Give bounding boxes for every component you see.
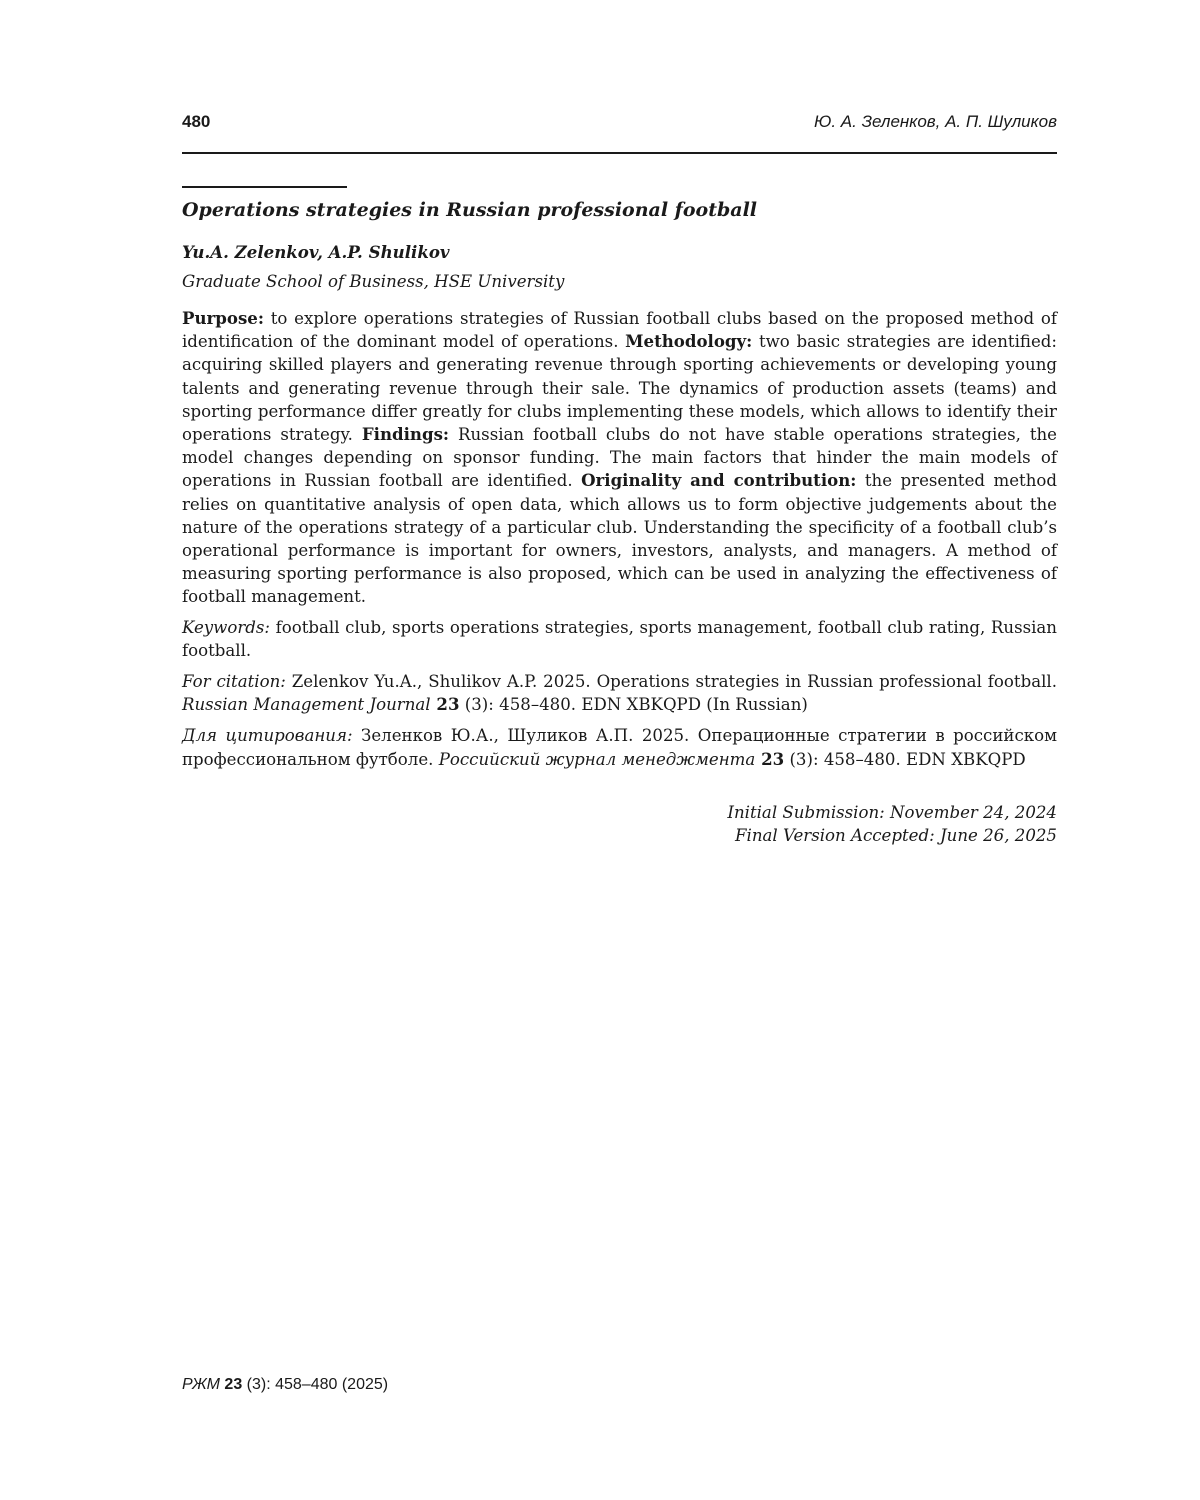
citation-ru-text: Зеленков Ю.А., Шуликов А.П. 2025. Операционные стратегии в российском профессиональном футболе.	[182, 726, 1058, 769]
keywords	[182, 616, 1057, 662]
originality-label: Originality and contribution:	[581, 470, 857, 491]
methodology-text: two basic strategies are identified: acquiring skilled players and generating revenue through sporting achievements or developing young talents and generating revenue through their sale. The dynamics of production assets (teams) and sporting performance differ greatly for clubs implementing these models, which allows to identify their operations strategy.	[182, 332, 1057, 445]
methodology-label: Methodology:	[625, 331, 753, 352]
citation-en-text: Zelenkov Yu.A., Shulikov A.P. 2025. Operations strategies in Russian professional football.	[285, 672, 1057, 692]
citation-ru-journal: Российский журнал менеджмента	[438, 749, 756, 769]
citation-en-journal: Russian Management Journal	[182, 695, 431, 715]
article-authors: Yu.A. Zelenkov, A.P. Shulikov	[182, 242, 450, 262]
title-divider	[182, 186, 347, 188]
article-title: Operations strategies in Russian professional football	[182, 199, 758, 221]
citation-russian	[182, 724, 1057, 770]
header-divider	[182, 152, 1057, 154]
citation-en-volume: 23	[430, 694, 460, 715]
originality-text: the presented method relies on quantitative analysis of open data, which allows us to form objective judgements about the nature of the operations strategy of a particular club. Understanding the specificity of a football club’s operational performance is important for owners, investors, analysts, and managers. A method of measuring sporting performance is also proposed, which can be used in analyzing the effectiveness of football management.	[182, 471, 1058, 607]
citation-en-pages: (3): 458–480. EDN XBKQPD (In Russian)	[459, 695, 808, 715]
footer-journal-abbr: РЖМ	[182, 1376, 220, 1393]
keywords-label: Keywords:	[182, 617, 271, 637]
article-body	[182, 195, 1057, 847]
running-header	[182, 112, 1057, 140]
article-affiliation: Graduate School of Business, HSE University	[182, 272, 565, 291]
purpose-label: Purpose:	[182, 308, 264, 328]
page-footer	[182, 1376, 388, 1398]
accepted-date: Final Version Accepted: June 26, 2025	[735, 825, 1057, 845]
citation-en-label: For citation:	[182, 672, 286, 692]
page-number: 480	[182, 112, 211, 131]
initial-submission-date: Initial Submission: November 24, 2024	[727, 802, 1057, 822]
abstract	[182, 307, 1057, 609]
findings-text: Russian football clubs do not have stable operations strategies, the model changes depending on sponsor funding. The main factors that hinder the main models of operations in Russian football are identified.	[182, 425, 1058, 491]
keywords-text: football club, sports operations strategies, sports management, football club rating, Russian football.	[182, 617, 1057, 660]
running-head-authors: Ю. А. Зеленков, А. П. Шуликов	[813, 112, 1057, 131]
findings-label: Findings:	[361, 424, 450, 445]
submission-dates	[182, 801, 1057, 847]
citation-english	[182, 670, 1057, 716]
citation-ru-volume: 23	[755, 748, 785, 769]
purpose-text: to explore operations strategies of Russian football clubs based on the proposed method of identification of the dominant model of operations.	[182, 309, 1057, 352]
citation-ru-label: Для цитирования:	[182, 726, 353, 746]
footer-issue-pages: (3): 458–480 (2025)	[242, 1376, 389, 1393]
citation-ru-pages: (3): 458–480. EDN XBKQPD	[784, 749, 1026, 769]
footer-volume: 23	[219, 1376, 243, 1393]
